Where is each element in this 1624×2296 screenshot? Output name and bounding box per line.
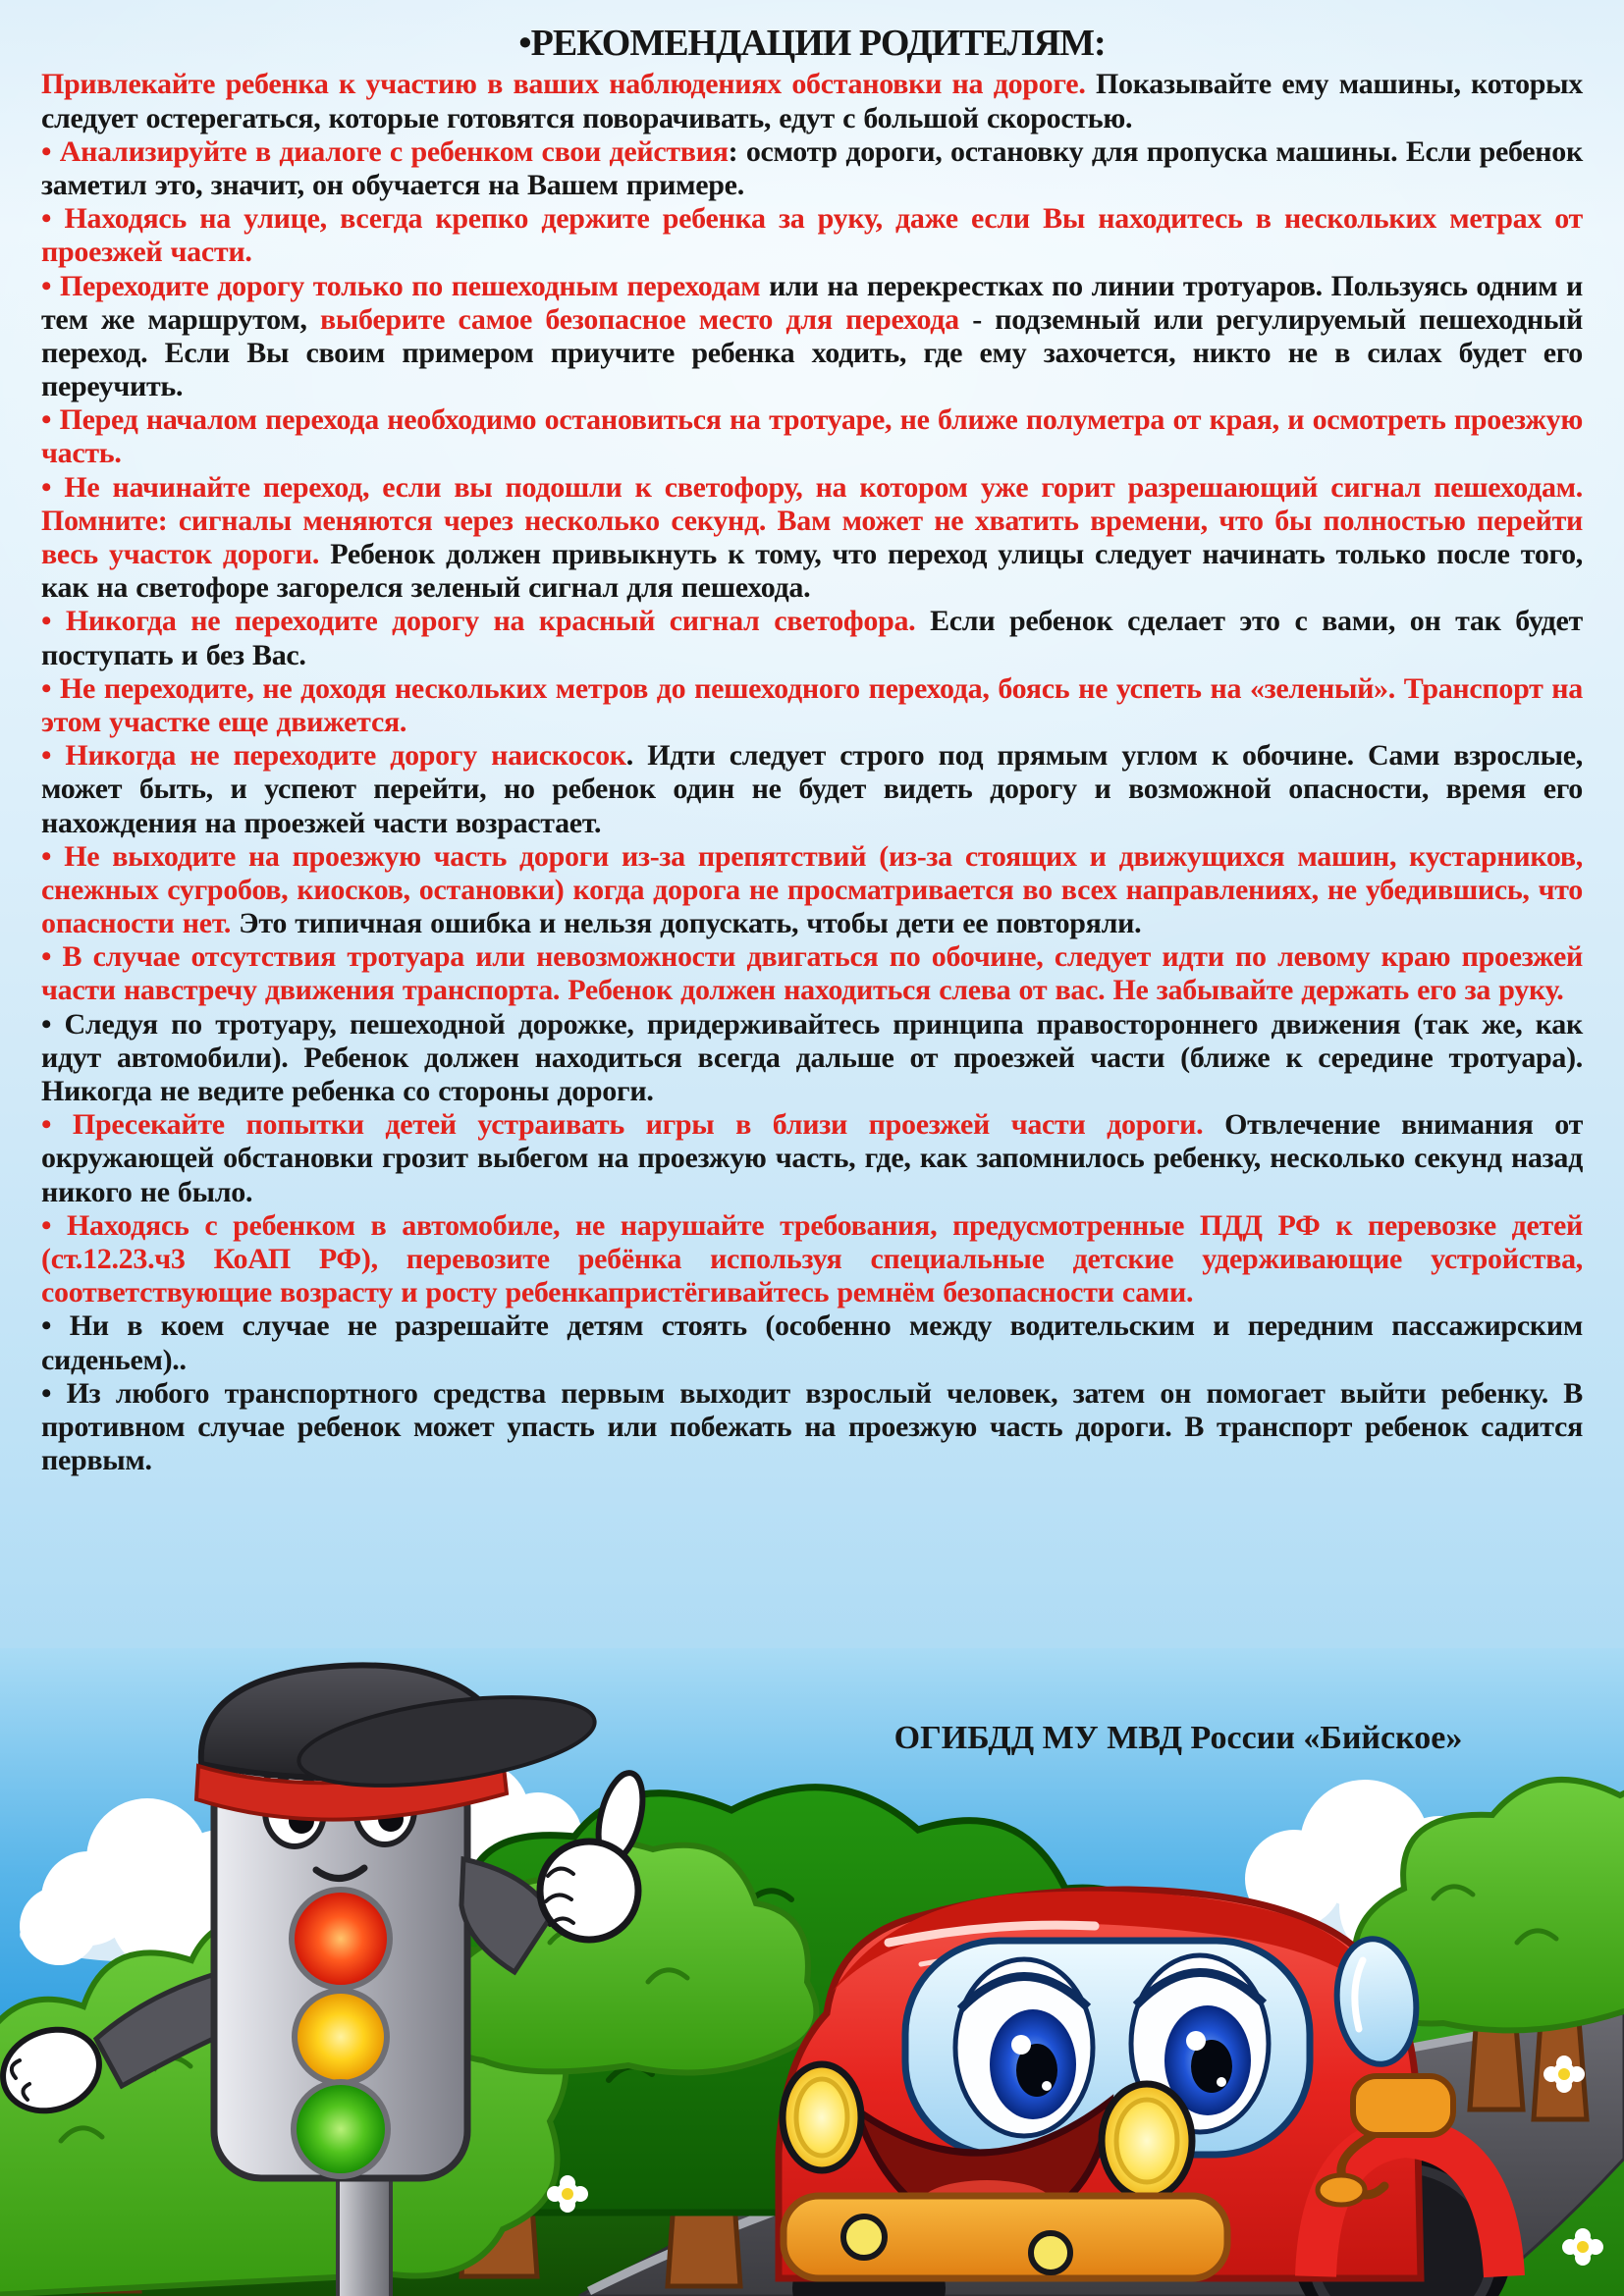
text-segment: • Пресекайте попытки детей устраивать игры в близи проезжей части дороги.: [41, 1108, 1204, 1142]
text-segment: Отвлечение внимания от окружающей обстановки грозит выбегом на проезжую часть, где, как запомнилось ребенку, несколько секунд назад никого не было.: [41, 1108, 1584, 1208]
text-segment: Ребенок должен привыкнуть к тому, что переход улицы следует начинать только после того, как на светофоре загорелся зеленый сигнал для пешехода.: [41, 538, 1583, 605]
text-segment: : осмотр дороги, остановку для пропуска машины. Если ребенок заметил это, значит, он обучается на Вашем примере.: [41, 134, 1583, 201]
green-light: [294, 2082, 388, 2176]
paragraph: [41, 672, 1583, 739]
text-segment: Привлекайте ребенка к участию в ваших наблюдениях обстановки на дороге.: [41, 68, 1086, 101]
text-segment: • Находясь с ребенком в автомобиле, не нарушайте требования, предусмотренные ПДД РФ к перевозке детей (ст.12.23.ч3 КоАП РФ), перевозите ребёнка используя специальные детские удерживающие устройства, соответствующие возрасту и росту ребенкапристёгивайтесь ремнём безопасности сами.: [41, 1208, 1583, 1309]
paragraph: [41, 68, 1583, 134]
paragraph: [41, 1209, 1583, 1310]
page-title: •РЕКОМЕНДАЦИИ РОДИТЕЛЯМ:: [518, 23, 1106, 64]
paragraph: [41, 1309, 1583, 1376]
text-segment: выберите самое безопасное место для перехода: [319, 302, 959, 336]
text-segment: • Переходите дорогу только по пешеходным переходам: [41, 269, 761, 302]
paragraph: [41, 135, 1583, 202]
paragraph: [41, 1108, 1583, 1209]
paragraph: [41, 1008, 1583, 1109]
paragraph: [41, 739, 1583, 840]
traffic-light-pole: [338, 2163, 391, 2296]
signature-caption: ОГИБДД МУ МВД России «Бийское»: [893, 1720, 1463, 1756]
paragraph: [41, 471, 1583, 606]
text-segment: или на перекрестках по линии тротуаров. Пользуясь одним и тем же маршрутом,: [41, 269, 1583, 336]
text-segment: Это типичная ошибка и нельзя допускать, чтобы дети ее повторяли.: [231, 907, 1142, 940]
text-segment: • В случае отсутствия тротуара или невозможности двигаться по обочине, следует идти по левому краю проезжей части навстречу движения транспорта. Ребенок должен находиться слева от вас. Не забывайте держать его за руку.: [41, 940, 1583, 1007]
paragraph: [41, 840, 1583, 941]
text-segment: Если ребенок сделает это с вами, он так будет поступать и без Вас.: [41, 605, 1583, 671]
paragraph: [41, 1377, 1583, 1478]
text-segment: • Не выходите на проезжую часть дороги из-за препятствий (из-за стоящих и движущихся машин, кустарников, снежных сугробов, киосков, остановки) когда дорога не просматривается во всех направлениях, не убедившись, что опасности нет.: [41, 839, 1583, 940]
bumper-light-icon: [1031, 2233, 1070, 2272]
paragraph: [41, 403, 1583, 470]
paragraph: [41, 940, 1583, 1007]
text-segment: • Не переходите, не доходя нескольких метров до пешеходного перехода, боясь не успеть на «зеленый». Транспорт на этом участке еще движется.: [41, 671, 1583, 738]
document-text: [41, 20, 1583, 1477]
text-segment: • Не начинайте переход, если вы подошли к светофору, на котором уже горит разрешающий сигнал пешеходам. Помните: сигналы меняются через несколько секунд. Вам может не хватить времени, что бы полностью перейти весь участок дороги.: [41, 470, 1583, 571]
paragraph: [41, 270, 1583, 404]
red-light: [292, 1890, 390, 1988]
text-segment: - подземный или регулируемый пешеходный переход. Если Вы своим примером приучите ребенка ходить, где ему захочется, никто не в силах будет его переучить.: [41, 302, 1583, 403]
text-segment: • Никогда не переходите дорогу наискосок: [41, 739, 626, 773]
text-segment: • Ни в коем случае не разрешайте детям стоять (особенно между водительским и передним пассажирским сиденьем)..: [41, 1309, 1583, 1376]
paragraph: [41, 202, 1583, 269]
text-segment: • Никогда не переходите дорогу на красный сигнал светофора.: [41, 605, 916, 638]
yellow-light: [295, 1991, 387, 2083]
document-body: [41, 68, 1583, 1477]
text-segment: • Находясь на улице, всегда крепко держите ребенка за руку, даже если Вы находитесь в нескольких метрах от проезжей части.: [41, 202, 1583, 269]
text-segment: • Анализируйте в диалоге с ребенком свои действия: [41, 134, 729, 168]
text-segment: • Перед началом перехода необходимо остановиться на тротуаре, не ближе полуметра от края, и осмотреть проезжую часть.: [41, 403, 1583, 470]
text-segment: • Из любого транспортного средства первым выходит взрослый человек, затем он помогает выйти ребенку. В противном случае ребенок может упасть или побежать на проезжую часть дороги. В транспорт ребенок садится первым.: [41, 1376, 1583, 1477]
text-segment: • Следуя по тротуару, пешеходной дорожке, придерживайтесь принципа правостороннего движения (так же, как идут автомобили). Ребенок должен находиться всегда дальше от проезжей части (ближе к середине тротуара). Никогда не ведите ребенка со стороны дороги.: [41, 1007, 1583, 1108]
text-segment: . Идти следует строго под прямым углом к обочине. Сами взрослые, может быть, и успеют перейти, но ребенок один не будет видеть дорогу и возможной опасности, время его нахождения на проезжей части возрастает.: [41, 739, 1583, 839]
car-eye-icon: [955, 1959, 1093, 2136]
paragraph: [41, 605, 1583, 671]
bumper-light-icon: [843, 2216, 885, 2258]
text-segment: Показывайте ему машины, которых следует остерегаться, которые готовятся поворачивать, едут с большой скоростью.: [41, 68, 1583, 134]
